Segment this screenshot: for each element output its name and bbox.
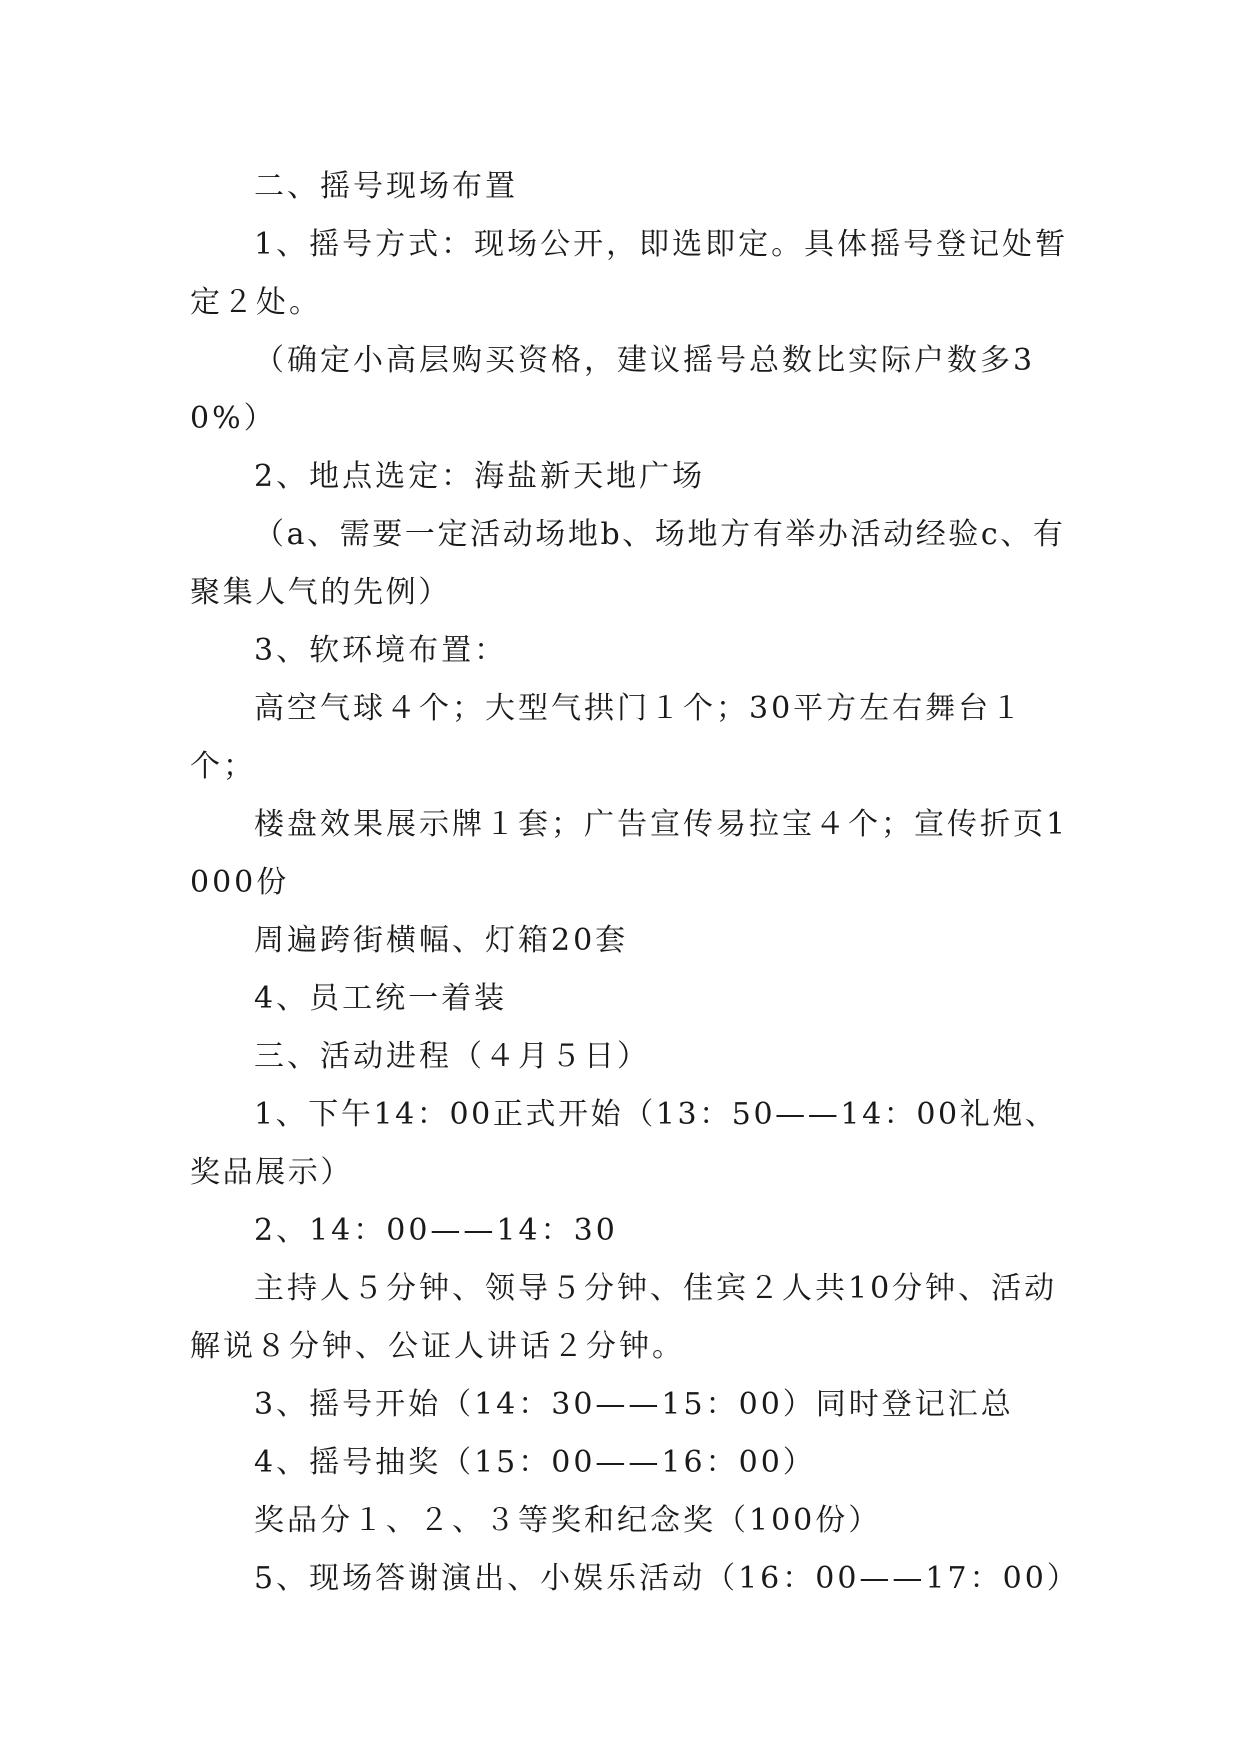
paragraph-environment-items-2: 楼盘效果展示牌１套；广告宣传易拉宝４个；宣传折页1000份: [190, 807, 1069, 900]
paragraph-schedule-lottery: 4、摇号抽奖（15：00——16：00）: [254, 1445, 816, 1480]
document-body: [190, 158, 1080, 1608]
paragraph-staff-uniform: 4、员工统一着装: [254, 981, 508, 1016]
paragraph-schedule-opening: 2、14：00——14：30: [254, 1213, 618, 1248]
paragraph-schedule-performance: 5、现场答谢演出、小娱乐活动（16：00——17：00）: [254, 1561, 1080, 1596]
section-heading-schedule: 三、活动进程（４月５日）: [254, 1039, 650, 1074]
paragraph-schedule-start: 1、下午14：00正式开始（13：50——14：00礼炮、奖品展示）: [190, 1097, 1058, 1190]
paragraph-draw-method-note: （确定小高层购买资格，建议摇号总数比实际户数多30%）: [190, 343, 1036, 436]
paragraph-location: 2、地点选定：海盐新天地广场: [254, 459, 706, 494]
paragraph-environment-heading: 3、软环境布置：: [254, 633, 508, 668]
paragraph-environment-items-1: 高空气球４个；大型气拱门１个；30平方左右舞台１个；: [190, 691, 1025, 784]
paragraph-schedule-speakers: 主持人５分钟、领导５分钟、佳宾２人共10分钟、活动解说８分钟、公证人讲话２分钟。: [190, 1271, 1058, 1364]
paragraph-environment-items-3: 周遍跨街横幅、灯箱20套: [254, 923, 629, 958]
paragraph-location-note: （a、需要一定活动场地b、场地方有举办活动经验c、有聚集人气的先例）: [190, 517, 1066, 610]
paragraph-schedule-prizes: 奖品分１、２、３等奖和纪念奖（100份）: [254, 1503, 882, 1538]
paragraph-draw-method: 1、摇号方式：现场公开，即选即定。具体摇号登记处暂定２处。: [190, 227, 1069, 320]
section-heading-venue-setup: 二、摇号现场布置: [254, 169, 518, 204]
paragraph-schedule-draw: 3、摇号开始（14：30——15：00）同时登记汇总: [254, 1387, 1014, 1422]
